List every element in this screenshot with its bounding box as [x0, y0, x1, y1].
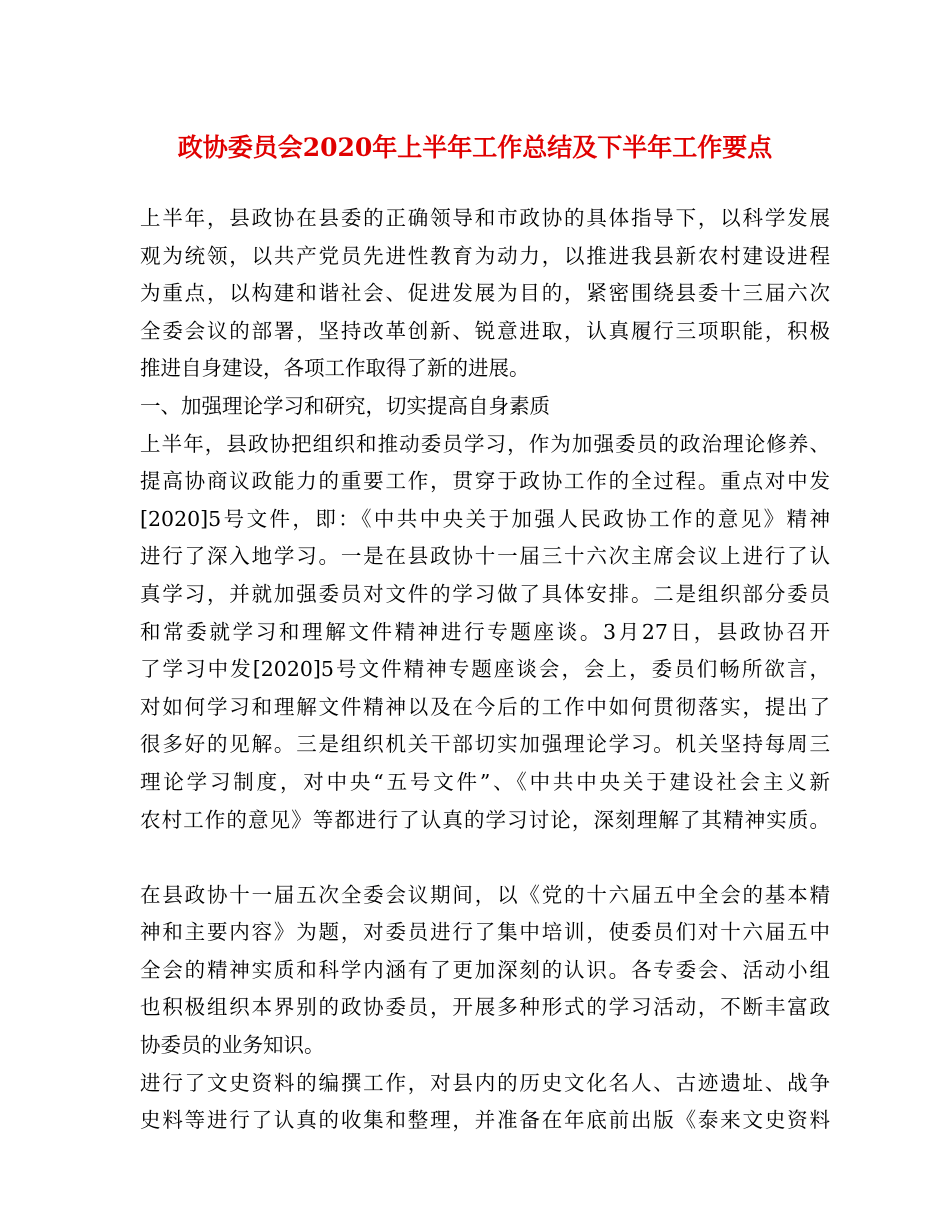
- body-line: 在县政协十一届五次全委会议期间，以《党的十六届五中全会的基本精: [140, 882, 830, 907]
- body-line: 进行了深入地学习。一是在县政协十一届三十六次主席会议上进行了认: [140, 544, 830, 569]
- body-line: 神和主要内容》为题，对委员进行了集中培训，使委员们对十六届五中: [140, 920, 830, 945]
- body-line: 也积极组织本界别的政协委员，开展多种形式的学习活动，不断丰富政: [140, 995, 830, 1020]
- body-line: 上半年，县政协在县委的正确领导和市政协的具体指导下，以科学发展: [140, 206, 830, 230]
- body-line: 农村工作的意见》等都进行了认真的学习讨论，深刻理解了其精神实质。: [140, 807, 830, 832]
- document-title: 政协委员会2020年上半年工作总结及下半年工作要点: [177, 133, 773, 162]
- body-line: 对如何学习和理解文件精神以及在今后的工作中如何贯彻落实，提出了: [140, 694, 830, 719]
- body-line: 全会的精神实质和科学内涵有了更加深刻的认识。各专委会、活动小组: [140, 957, 830, 982]
- body-line: 很多好的见解。三是组织机关干部切实加强理论学习。机关坚持每周三: [140, 732, 830, 757]
- body-line: 了学习中发[2020]5号文件精神专题座谈会，会上，委员们畅所欲言，: [140, 657, 830, 682]
- body-line: [2020]5号文件，即：《中共中央关于加强人民政协工作的意见》精神: [140, 506, 830, 531]
- body-line: 真学习，并就加强委员对文件的学习做了具体安排。二是组织部分委员: [140, 581, 830, 606]
- body-line: 进行了文史资料的编撰工作，对县内的历史文化名人、古迹遗址、战争: [140, 1070, 830, 1095]
- body-line: 史料等进行了认真的收集和整理，并准备在年底前出版《泰来文史资料: [140, 1108, 830, 1133]
- document-body: [140, 200, 830, 1140]
- body-line: 上半年，县政协把组织和推动委员学习，作为加强委员的政治理论修养、: [140, 431, 830, 456]
- body-line: 和常委就学习和理解文件精神进行专题座谈。3月27日，县政协召开: [140, 619, 830, 644]
- body-line: 观为统领，以共产党员先进性教育为动力，以推进我县新农村建设进程: [140, 243, 830, 268]
- body-line: 协委员的业务知识。: [140, 1033, 325, 1058]
- paragraph-gap: [140, 839, 830, 877]
- body-line: 全委会议的部署，坚持改革创新、锐意进取，认真履行三项职能，积极: [140, 318, 830, 343]
- body-line: 提高协商议政能力的重要工作，贯穿于政协工作的全过程。重点对中发: [140, 469, 830, 494]
- body-line: 为重点，以构建和谐社会、促进发展为目的，紧密围绕县委十三届六次: [140, 281, 830, 306]
- body-line: 推进自身建设，各项工作取得了新的进展。: [140, 356, 530, 381]
- body-line: 理论学习制度，对中央“五号文件”、《中共中央关于建设社会主义新: [140, 769, 830, 794]
- section-heading: 一、加强理论学习和研究，切实提高自身素质: [140, 393, 550, 418]
